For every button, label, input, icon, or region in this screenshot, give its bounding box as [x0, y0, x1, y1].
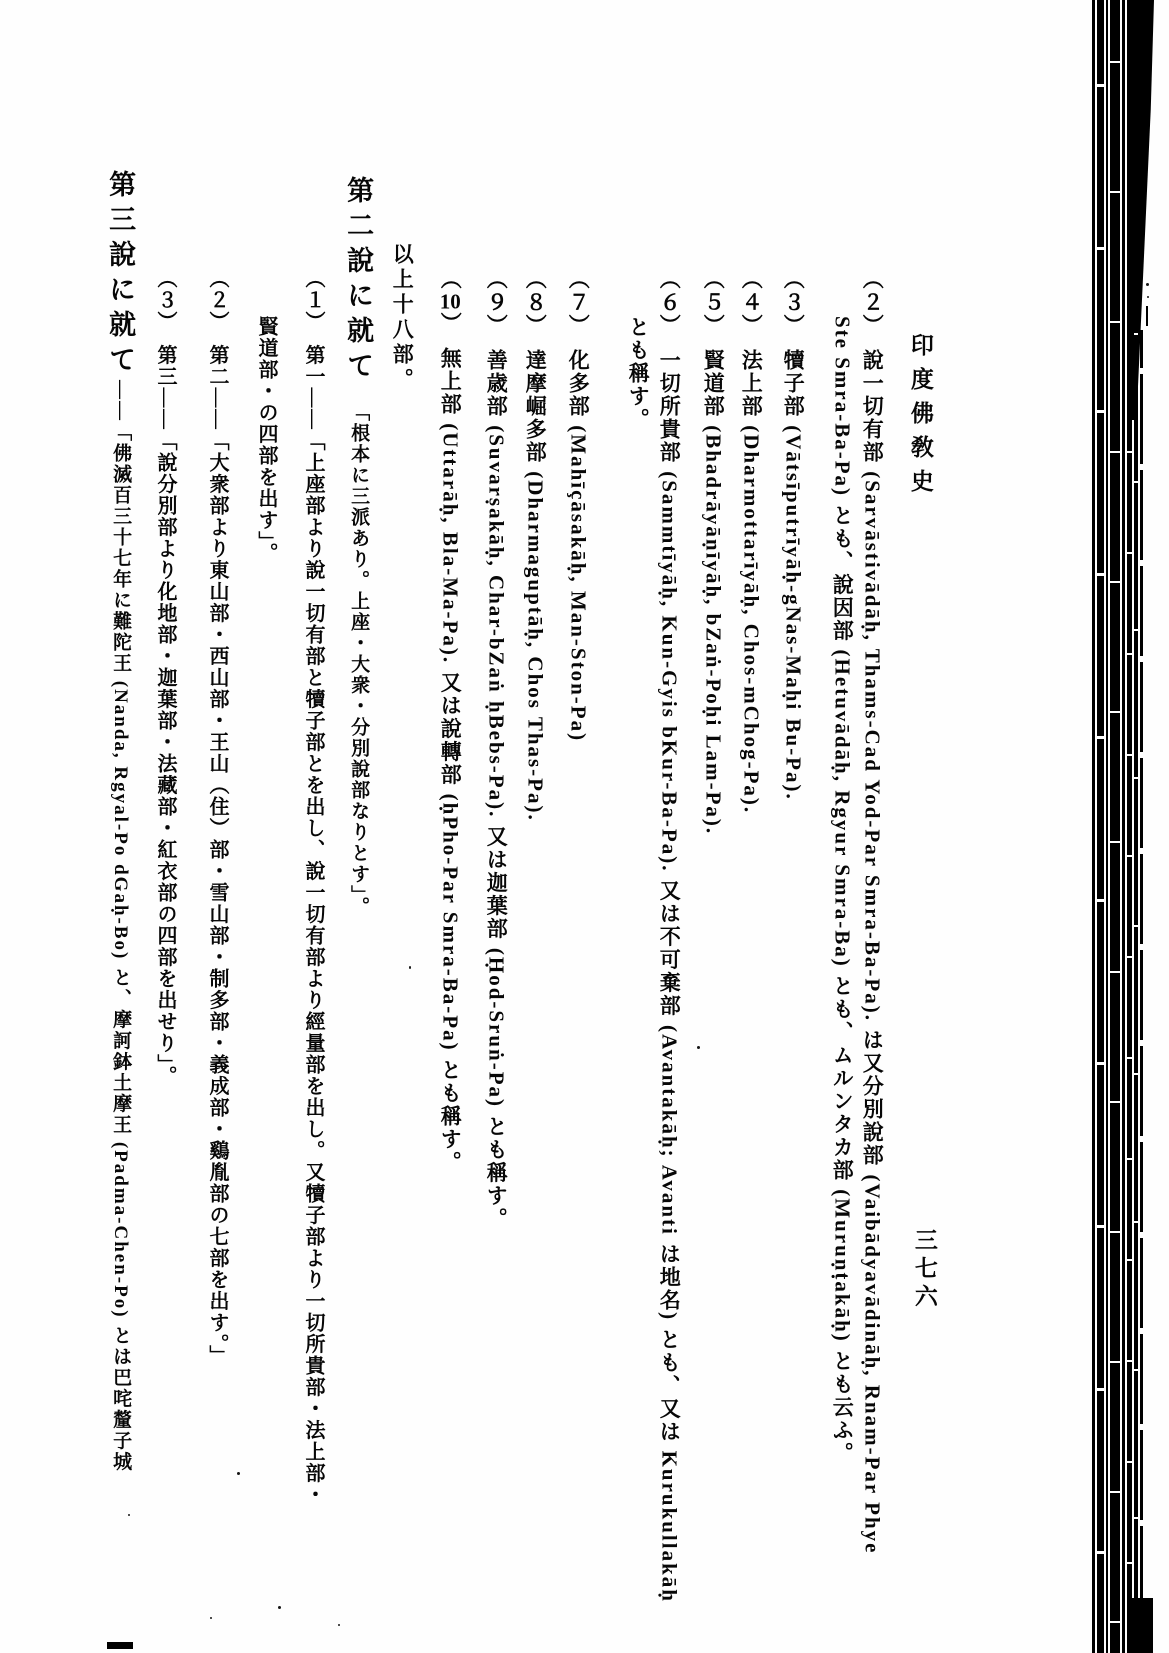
- scan-speck: [210, 1617, 212, 1619]
- binding-shadow-stripe: [1110, 0, 1120, 1653]
- scan-speck: [278, 1606, 281, 1609]
- item-number: （２）: [206, 268, 228, 333]
- item-number: （６）: [657, 268, 682, 337]
- item-number: （４）: [739, 268, 764, 337]
- page-number: [909, 1228, 939, 1312]
- item-number: （７）: [566, 268, 591, 337]
- binding-shadow-stripe: [1134, 260, 1138, 1653]
- folio-number: 三七六: [911, 1228, 937, 1312]
- scan-speck: [1147, 296, 1149, 298]
- item-text: 善歳部 (Suvarṣakāḥ, Char-bZaṅ ḥBebs-Pa). 又は迦葉部 (Ḥod-Sruṅ-Pa) とも稱す。: [484, 349, 509, 1231]
- item-number-close: ）: [438, 312, 463, 335]
- section3-heading-column: [102, 170, 137, 1472]
- list-closing: [388, 243, 415, 393]
- list-item-5: [699, 268, 726, 835]
- list-item-9: [482, 268, 509, 1230]
- item-text: Ste Smra-Ba-Pa) とも、說因部 (Hetuvādāḥ, Rgyur Smra-Ba) とも、ムルンタカ部 (Muruṇṭakāḥ) とも云ふ。: [830, 316, 855, 1466]
- list-item-8: [521, 268, 548, 822]
- list-item-6-line1: [655, 268, 682, 1603]
- item-text: 一切所貴部 (Sammtīyāḥ, Kun-Gyis bKur-Ba-Pa). 又は不可棄部 (Avantakāḥ; Avanti は地名) とも、又は Kurukullakāḥ: [657, 349, 682, 1603]
- scan-speck: [1146, 283, 1149, 286]
- item-text: 賢道部 (Bhadrāyāṇīyāḥ, bZaṅ-Poḥi Lam-Pa).: [701, 349, 726, 836]
- item-number: （５）: [701, 268, 726, 337]
- item-number-open: （: [438, 268, 463, 291]
- item-text: 無上部 (Uttarāḥ, Bla-Ma-Pa). 又は說轉部 (ḥPho-Par Smra-Ba-Pa) とも稱す。: [438, 347, 463, 1174]
- section2-item-1-line1: [300, 268, 326, 1506]
- section2-heading-column: [340, 176, 375, 918]
- list-item-2-line1: [858, 268, 885, 1554]
- item-number: （３）: [154, 268, 176, 333]
- scan-speck: [128, 1514, 130, 1516]
- item-text: 說一切有部 (Sarvāstivādāḥ, Thams-Cad Yod-Par Smra-Ba-Pa). は又分別說部 (Vaibādyavādināḥ, Rnam-Par Phye: [860, 349, 885, 1555]
- item-text: 法上部 (Dharmottarīyāḥ, Chos-mChog-Pa).: [739, 349, 764, 815]
- scan-speck: [697, 1046, 700, 1049]
- binding-shadow-stripe: [1106, 0, 1108, 1653]
- section2-item-3: [152, 268, 178, 1087]
- list-item-4: [737, 268, 764, 814]
- list-item-10: [436, 268, 463, 1174]
- binding-shadow-stripe: [1097, 0, 1104, 1653]
- section2-heading: 第二說に就て: [343, 176, 374, 386]
- book-title: 印度佛敎史: [907, 333, 933, 503]
- list-item-7: [564, 268, 591, 742]
- item-number: （２）: [860, 268, 885, 337]
- list-item-3: [779, 268, 806, 801]
- item-text: 賢道部・の四部を出す」。: [255, 316, 277, 564]
- item-text: 第三——「說分別部より化地部・迦葉部・法藏部・紅衣部の四部を出せり」。: [154, 344, 176, 1087]
- item-number: （１）: [302, 268, 324, 333]
- item-number: （８）: [523, 268, 548, 337]
- binding-shadow-blob: [1127, 1598, 1153, 1653]
- binding-shadow-stripe: [1092, 0, 1095, 1653]
- item-text: とも稱す。: [626, 316, 651, 431]
- section2-item-1-line2: [253, 316, 279, 564]
- item-text: 第一——「上座部より說一切有部と犢子部とを出し、說一切有部より經量部を出し。又犢子部より一切所貴部・法上部・: [302, 344, 324, 1506]
- list-item-6-line2: [624, 316, 651, 431]
- item-number: （９）: [484, 268, 509, 337]
- binding-shadow-stripe: [1122, 0, 1125, 1653]
- section3-quote: ——「佛滅百三十七年に難陀王 (Nanda, Rgyal-Po dGaḥ-Bo) と、摩訶鉢土摩王 (Padma-Chen-Po) とは巴咤釐子城: [110, 380, 132, 1473]
- list-item-2-line2: [828, 316, 855, 1465]
- section3-heading: 第三說に就て: [105, 170, 136, 380]
- item-text: 達摩崛多部 (Dharmaguptāḥ, Chos Thas-Pa).: [523, 349, 548, 822]
- binding-shadow-dash: [1146, 306, 1148, 326]
- item-text: 化多部 (Mahīçāsakāḥ, Man-Ston-Pa): [566, 349, 591, 743]
- item-number: （３）: [781, 268, 806, 337]
- running-head-title: [905, 333, 935, 503]
- section2-item-2: [204, 268, 230, 1367]
- item-number-digits: 10: [439, 291, 461, 312]
- item-text: 犢子部 (Vātsīputrīyāḥ-gNas-Maḥi Bu-Pa).: [781, 349, 806, 801]
- scan-speck: [409, 966, 411, 969]
- section2-intro: 「根本に三派あり。上座・大衆・分別說部なりとす」。: [348, 402, 370, 918]
- binding-shadow-stripe: [1140, 330, 1143, 1600]
- item-text: 第二——「大衆部より東山部・西山部・王山（住）部・雪山部・制多部・義成部・鷄胤部の七部を出す。」: [206, 344, 228, 1367]
- scan-edge-mark: [107, 1642, 133, 1649]
- closing-text: 以上十八部。: [390, 243, 415, 393]
- scan-speck: [338, 1624, 340, 1626]
- scan-speck: [237, 1472, 240, 1475]
